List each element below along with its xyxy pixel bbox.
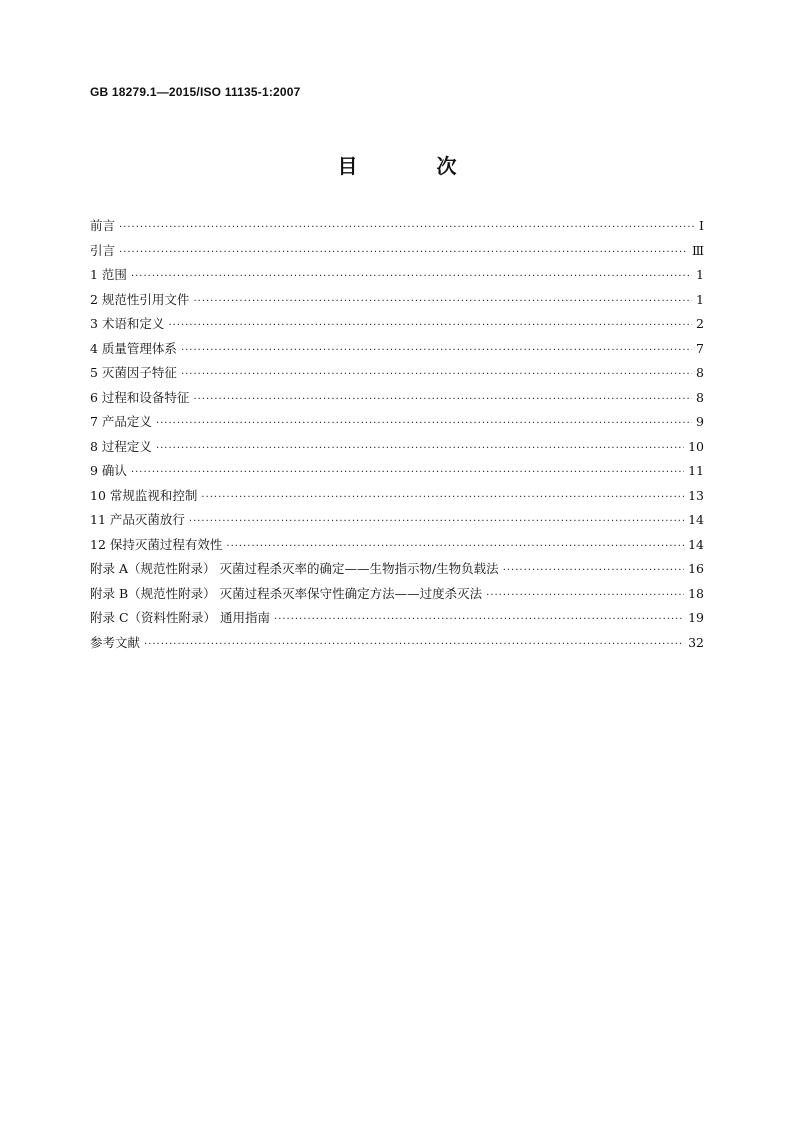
toc-leader-dots: [119, 220, 695, 236]
toc-leader-dots: [119, 245, 688, 261]
toc-leader-dots: [226, 539, 684, 555]
toc-entry[interactable]: [90, 439, 704, 464]
toc-entry-page: 14: [688, 536, 704, 552]
toc-entry-label: 附录 B（规范性附录） 灭菌过程杀灭率保守性确定方法——过度杀灭法: [90, 585, 483, 601]
toc-entry-label: 引言: [90, 242, 116, 258]
toc-entry-label: 5 灭菌因子特征: [90, 365, 177, 380]
toc-leader-dots: [201, 490, 684, 506]
page-title: 目 次: [337, 154, 493, 178]
toc-leader-dots: [131, 269, 692, 285]
toc-leader-dots: [274, 612, 684, 628]
toc-entry-label: 7 产品定义: [90, 414, 152, 429]
toc-entry-page: 11: [688, 463, 704, 478]
toc-entry[interactable]: [90, 341, 704, 366]
toc-entry-label: 前言: [90, 218, 116, 233]
toc-entry-page: 8: [696, 365, 704, 380]
toc-entry-label: 附录 A（规范性附录） 灭菌过程杀灭率的确定——生物指示物/生物负载法: [90, 561, 499, 576]
toc-leader-dots: [144, 637, 684, 653]
toc-entry[interactable]: [90, 316, 704, 341]
toc-entry-page: 8: [696, 389, 704, 405]
toc-entry[interactable]: [90, 243, 704, 268]
toc-leader-dots: [168, 318, 692, 334]
toc-entry[interactable]: [90, 414, 704, 439]
toc-entry[interactable]: [90, 635, 704, 660]
table-of-contents: [90, 218, 704, 659]
toc-entry[interactable]: [90, 561, 704, 586]
toc-entry[interactable]: [90, 390, 704, 415]
toc-leader-dots: [189, 514, 684, 530]
toc-leader-dots: [131, 465, 684, 481]
toc-entry-page: 32: [688, 634, 704, 650]
toc-entry-label: 8 过程定义: [90, 438, 152, 454]
toc-entry-page: 1: [696, 267, 704, 282]
toc-entry-page: 2: [696, 316, 704, 331]
toc-leader-dots: [156, 441, 684, 457]
toc-entry-page: 18: [688, 585, 704, 601]
toc-entry[interactable]: [90, 365, 704, 390]
toc-entry-page: 14: [688, 512, 704, 527]
toc-entry-label: 12 保持灭菌过程有效性: [90, 536, 223, 552]
toc-leader-dots: [181, 343, 692, 359]
toc-entry[interactable]: [90, 488, 704, 513]
toc-entry-page: 7: [696, 340, 704, 356]
toc-entry-page: 1: [696, 291, 704, 307]
toc-entry-label: 参考文献: [90, 634, 141, 650]
toc-entry-label: 10 常规监视和控制: [90, 487, 198, 503]
toc-entry[interactable]: [90, 610, 704, 635]
toc-entry-page: 19: [688, 610, 704, 625]
toc-leader-dots: [193, 294, 692, 310]
toc-entry-label: 1 范围: [90, 267, 127, 282]
toc-entry-page: 13: [688, 487, 704, 503]
toc-entry-page: 10: [688, 438, 704, 454]
toc-entry-label: 4 质量管理体系: [90, 340, 177, 356]
toc-entry-label: 9 确认: [90, 463, 127, 478]
toc-entry[interactable]: [90, 292, 704, 317]
toc-entry-label: 附录 C（资料性附录） 通用指南: [90, 610, 271, 625]
standard-code-header: GB 18279.1—2015/ISO 11135-1:2007: [90, 85, 301, 99]
toc-entry[interactable]: [90, 218, 704, 243]
toc-leader-dots: [503, 563, 684, 579]
toc-entry[interactable]: [90, 512, 704, 537]
toc-entry-label: 11 产品灭菌放行: [90, 512, 185, 527]
toc-entry[interactable]: [90, 463, 704, 488]
toc-entry-label: 3 术语和定义: [90, 316, 165, 331]
toc-leader-dots: [156, 416, 692, 432]
toc-entry-page: 16: [688, 561, 704, 576]
toc-entry[interactable]: [90, 586, 704, 611]
toc-leader-dots: [181, 367, 692, 383]
toc-entry-page: Ⅰ: [699, 218, 704, 233]
toc-entry[interactable]: [90, 267, 704, 292]
toc-entry[interactable]: [90, 537, 704, 562]
toc-entry-page: Ⅲ: [691, 242, 704, 258]
toc-entry-label: 6 过程和设备特征: [90, 389, 190, 405]
toc-entry-page: 9: [696, 414, 704, 429]
toc-entry-label: 2 规范性引用文件: [90, 291, 190, 307]
toc-leader-dots: [486, 588, 684, 604]
toc-leader-dots: [193, 392, 692, 408]
